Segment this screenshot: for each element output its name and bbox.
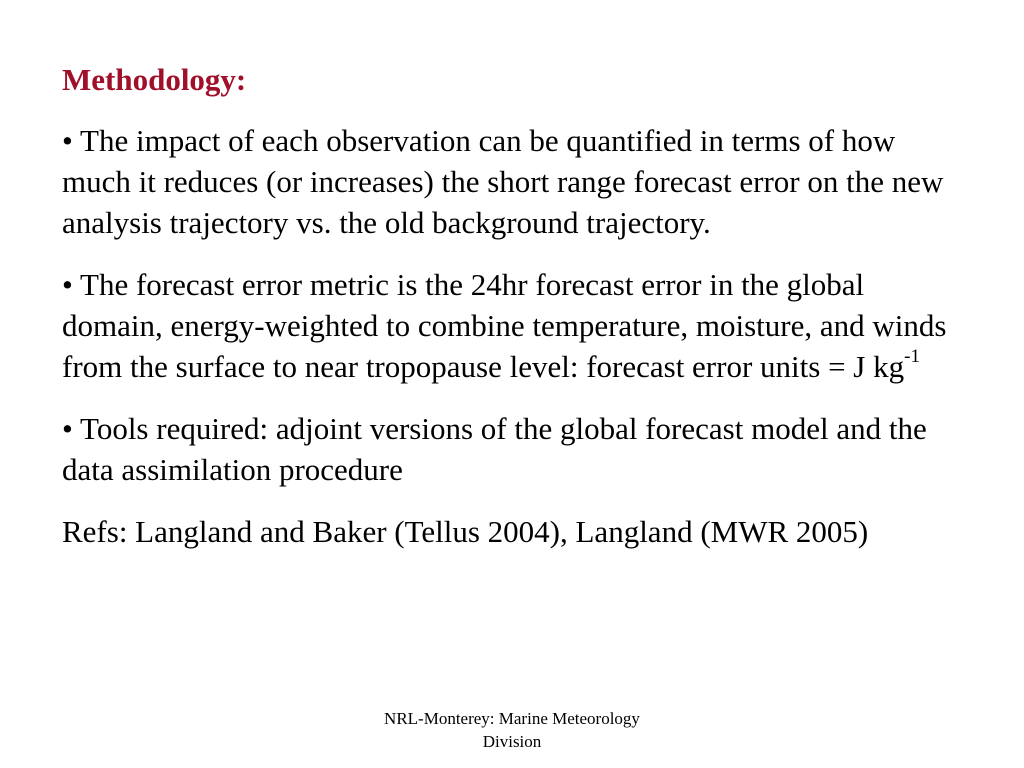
slide-footer	[312, 707, 712, 753]
bullet-impact-quantification	[62, 120, 962, 243]
footer-line-2: Division	[482, 732, 542, 751]
bullet-text: • Tools required: adjoint versions of the global forecast model and the data assimilation procedure	[62, 411, 927, 487]
bullet-text: • The impact of each observation can be quantified in terms of how much it reduces (or increases) the short range forecast error on the new analysis trajectory vs. the old background trajectory.	[62, 123, 944, 240]
bullet-forecast-error-metric	[62, 264, 962, 387]
bullet-tools-required	[62, 408, 962, 490]
slide-heading: Methodology:	[62, 62, 247, 97]
slide-content	[62, 120, 962, 573]
references: Refs: Langland and Baker (Tellus 2004), Langland (MWR 2005)	[62, 514, 869, 549]
units-superscript: -1	[904, 345, 920, 367]
bullet-text: • The forecast error metric is the 24hr forecast error in the global domain, energy-weighted to combine temperature, moisture, and winds from the surface to near tropopause level: forecast error units = J kg	[62, 267, 947, 384]
footer-line-1: NRL-Monterey: Marine Meteorology	[384, 709, 640, 728]
